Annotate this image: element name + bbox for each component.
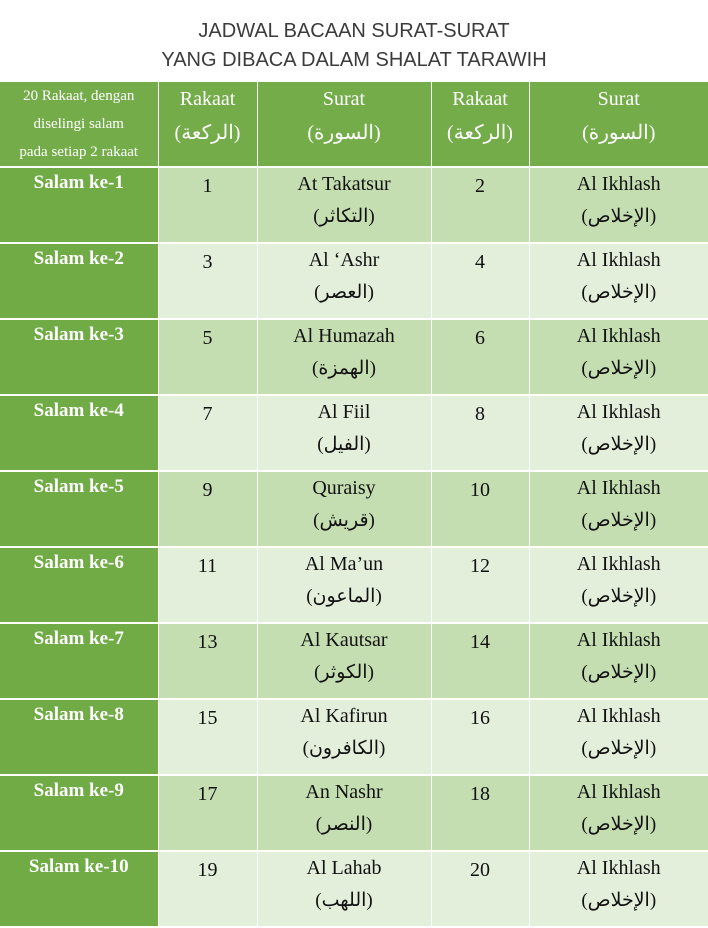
rakaat-even-cell	[431, 547, 529, 623]
rakaat-even-cell	[431, 167, 529, 243]
surat-name-arabic: (الهمزة)	[258, 358, 431, 380]
salam-label-cell	[0, 775, 158, 851]
table-row	[0, 699, 708, 775]
surat-name: Al Ikhlash	[530, 704, 708, 728]
surat-name-arabic: (الإخلاص)	[530, 206, 708, 228]
salam-label-cell	[0, 623, 158, 699]
rakaat-number: 4	[432, 251, 529, 273]
surat-first-cell	[257, 775, 431, 851]
salam-label-cell	[0, 547, 158, 623]
surat-second-cell	[529, 623, 708, 699]
table-row	[0, 243, 708, 319]
header-description-line-2: diselingi salam	[0, 110, 158, 138]
surat-name: Quraisy	[258, 476, 431, 500]
rakaat-number: 11	[159, 555, 257, 577]
salam-label-cell	[0, 471, 158, 547]
surat-name: Al Ikhlash	[530, 856, 708, 880]
surat-first-cell	[257, 395, 431, 471]
surat-second-cell	[529, 699, 708, 775]
surat-name-arabic: (الإخلاص)	[530, 662, 708, 684]
rakaat-number: 9	[159, 479, 257, 501]
surat-name-arabic: (قريش)	[258, 510, 431, 532]
surat-name-arabic: (الفيل)	[258, 434, 431, 456]
salam-label: Salam ke-8	[34, 704, 124, 725]
surat-name-arabic: (العصر)	[258, 282, 431, 304]
rakaat-even-cell	[431, 775, 529, 851]
surat-name: Al Ma’un	[258, 552, 431, 576]
schedule-table	[0, 82, 708, 928]
rakaat-odd-cell	[158, 243, 257, 319]
surat-name: Al Kautsar	[258, 628, 431, 652]
salam-label: Salam ke-7	[34, 628, 124, 649]
surat-name: Al ‘Ashr	[258, 248, 431, 272]
rakaat-even-cell	[431, 319, 529, 395]
header-surat-1	[257, 82, 431, 167]
table-row	[0, 623, 708, 699]
salam-label: Salam ke-4	[34, 400, 124, 421]
rakaat-odd-cell	[158, 699, 257, 775]
surat-first-cell	[257, 547, 431, 623]
rakaat-even-cell	[431, 471, 529, 547]
surat-name-arabic: (الإخلاص)	[530, 814, 708, 836]
surat-name: Al Ikhlash	[530, 248, 708, 272]
salam-label-cell	[0, 699, 158, 775]
salam-label-cell	[0, 851, 158, 927]
header-surat-2	[529, 82, 708, 167]
rakaat-even-cell	[431, 395, 529, 471]
surat-name: Al Kafirun	[258, 704, 431, 728]
salam-label: Salam ke-6	[34, 552, 124, 573]
rakaat-number: 17	[159, 783, 257, 805]
surat-first-cell	[257, 699, 431, 775]
salam-label-cell	[0, 319, 158, 395]
salam-label: Salam ke-9	[34, 780, 124, 801]
rakaat-even-cell	[431, 699, 529, 775]
rakaat-number: 2	[432, 175, 529, 197]
surat-second-cell	[529, 547, 708, 623]
surat-name-arabic: (الكافرون)	[258, 738, 431, 760]
rakaat-number: 20	[432, 859, 529, 881]
surat-name: Al Ikhlash	[530, 476, 708, 500]
surat-name: Al Humazah	[258, 324, 431, 348]
surat-name: Al Lahab	[258, 856, 431, 880]
rakaat-number: 19	[159, 859, 257, 881]
surat-second-cell	[529, 167, 708, 243]
rakaat-even-cell	[431, 623, 529, 699]
header-description-line-1: 20 Rakaat, dengan	[0, 82, 158, 110]
page-title	[0, 0, 708, 82]
surat-second-cell	[529, 319, 708, 395]
rakaat-odd-cell	[158, 623, 257, 699]
header-rakaat-arabic: (الركعة)	[432, 120, 529, 146]
rakaat-number: 16	[432, 707, 529, 729]
rakaat-odd-cell	[158, 775, 257, 851]
rakaat-number: 7	[159, 403, 257, 425]
surat-first-cell	[257, 623, 431, 699]
surat-name: An Nashr	[258, 780, 431, 804]
table-header-row	[0, 82, 708, 167]
surat-name: Al Ikhlash	[530, 780, 708, 804]
header-rakaat-2	[431, 82, 529, 167]
surat-second-cell	[529, 471, 708, 547]
surat-name-arabic: (الماعون)	[258, 586, 431, 608]
table-row	[0, 395, 708, 471]
rakaat-odd-cell	[158, 167, 257, 243]
table-row	[0, 319, 708, 395]
surat-name-arabic: (الإخلاص)	[530, 738, 708, 760]
surat-second-cell	[529, 395, 708, 471]
surat-name: At Takatsur	[258, 172, 431, 196]
surat-name-arabic: (النصر)	[258, 814, 431, 836]
rakaat-number: 13	[159, 631, 257, 653]
rakaat-number: 15	[159, 707, 257, 729]
salam-label-cell	[0, 395, 158, 471]
surat-name: Al Ikhlash	[530, 172, 708, 196]
title-line-2: YANG DIBACA DALAM SHALAT TARAWIH	[0, 47, 708, 73]
surat-name-arabic: (الإخلاص)	[530, 510, 708, 532]
rakaat-odd-cell	[158, 547, 257, 623]
salam-label-cell	[0, 167, 158, 243]
rakaat-odd-cell	[158, 851, 257, 927]
surat-first-cell	[257, 243, 431, 319]
rakaat-number: 18	[432, 783, 529, 805]
rakaat-number: 12	[432, 555, 529, 577]
rakaat-odd-cell	[158, 471, 257, 547]
rakaat-even-cell	[431, 851, 529, 927]
header-surat-label: Surat	[258, 86, 431, 112]
rakaat-number: 6	[432, 327, 529, 349]
rakaat-number: 5	[159, 327, 257, 349]
header-rakaat-1	[158, 82, 257, 167]
surat-first-cell	[257, 471, 431, 547]
header-rakaat-description	[0, 82, 158, 167]
table-row	[0, 547, 708, 623]
header-rakaat-label: Rakaat	[432, 86, 529, 112]
surat-name: Al Ikhlash	[530, 628, 708, 652]
surat-first-cell	[257, 319, 431, 395]
salam-label: Salam ke-2	[34, 248, 124, 269]
table-row	[0, 775, 708, 851]
surat-name-arabic: (الإخلاص)	[530, 434, 708, 456]
rakaat-number: 3	[159, 251, 257, 273]
surat-name: Al Ikhlash	[530, 552, 708, 576]
surat-name-arabic: (الإخلاص)	[530, 586, 708, 608]
surat-second-cell	[529, 243, 708, 319]
surat-second-cell	[529, 775, 708, 851]
surat-second-cell	[529, 851, 708, 927]
salam-label: Salam ke-5	[34, 476, 124, 497]
surat-first-cell	[257, 851, 431, 927]
salam-label: Salam ke-10	[29, 856, 129, 877]
header-surat-label: Surat	[530, 86, 708, 112]
rakaat-number: 1	[159, 175, 257, 197]
header-surat-arabic: (السورة)	[530, 120, 708, 146]
surat-name-arabic: (اللهب)	[258, 890, 431, 912]
table-row	[0, 167, 708, 243]
header-rakaat-arabic: (الركعة)	[159, 120, 257, 146]
title-line-1: JADWAL BACAAN SURAT-SURAT	[0, 18, 708, 44]
salam-label: Salam ke-3	[34, 324, 124, 345]
surat-name-arabic: (الإخلاص)	[530, 358, 708, 380]
surat-name-arabic: (الإخلاص)	[530, 282, 708, 304]
header-rakaat-label: Rakaat	[159, 86, 257, 112]
header-surat-arabic: (السورة)	[258, 120, 431, 146]
surat-name-arabic: (الكوثر)	[258, 662, 431, 684]
rakaat-number: 14	[432, 631, 529, 653]
table-row	[0, 471, 708, 547]
rakaat-number: 10	[432, 479, 529, 501]
surat-name: Al Ikhlash	[530, 324, 708, 348]
rakaat-odd-cell	[158, 395, 257, 471]
rakaat-even-cell	[431, 243, 529, 319]
surat-name-arabic: (الإخلاص)	[530, 890, 708, 912]
table-row	[0, 851, 708, 927]
surat-name-arabic: (التكاثر)	[258, 206, 431, 228]
rakaat-number: 8	[432, 403, 529, 425]
surat-first-cell	[257, 167, 431, 243]
salam-label-cell	[0, 243, 158, 319]
rakaat-odd-cell	[158, 319, 257, 395]
surat-name: Al Ikhlash	[530, 400, 708, 424]
header-description-line-3: pada setiap 2 rakaat	[0, 138, 158, 166]
salam-label: Salam ke-1	[34, 172, 124, 193]
surat-name: Al Fiil	[258, 400, 431, 424]
